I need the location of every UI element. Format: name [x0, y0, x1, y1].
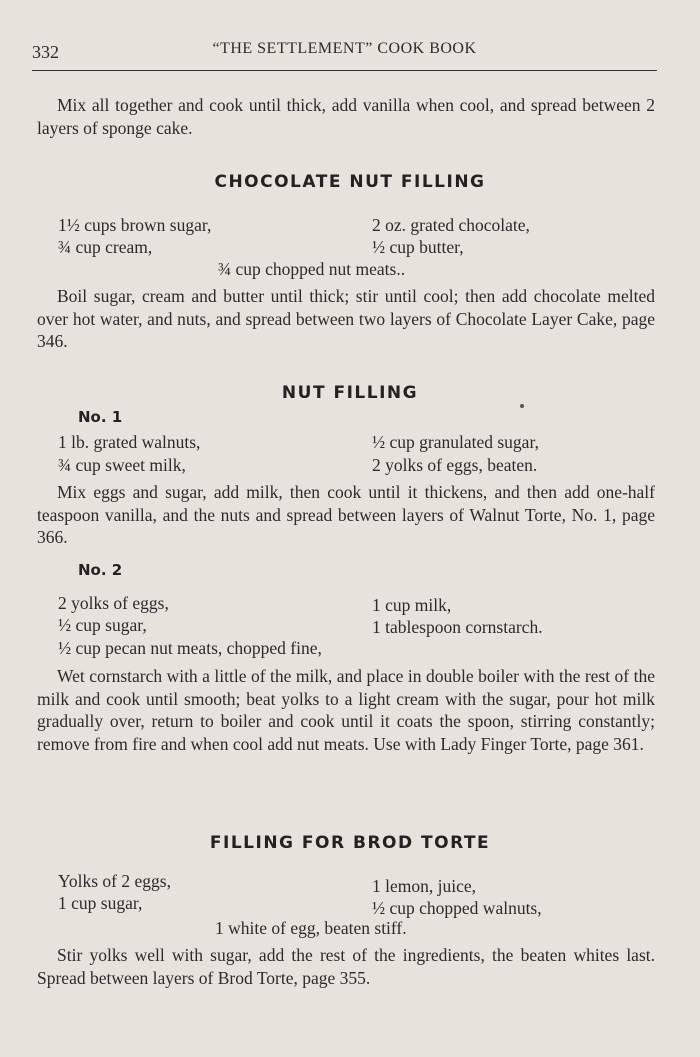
ingredient: 1 tablespoon cornstarch. — [372, 617, 543, 637]
ingredient: 2 yolks of eggs, beaten. — [372, 455, 538, 475]
ingredient: Yolks of 2 eggs, — [58, 871, 171, 891]
directions-nut-no2: Wet cornstarch with a little of the milk, and place in double boiler with the rest of the milk and cook until smooth; beat yolks to a light cream with the sugar, pour hot milk gradually over, return to boiler and cook until it coats the spoon, stirring constantly; remove from fire and when cool add nut meats. Use with Lady Finger Torte, page 361. — [37, 666, 655, 754]
ingredient: 1 cup milk, — [372, 595, 452, 615]
print-speck — [520, 404, 524, 408]
directions-nut-no1: Mix eggs and sugar, add milk, then cook until it thickens, and then add one-half teaspoon vanilla, and the nuts and spread between layers of Walnut Torte, No. 1, page 366. — [37, 482, 655, 547]
directions-chocolate-nut: Boil sugar, cream and butter until thick; stir until cool; then add chocolate melted over hot water, and nuts, and spread between two layers of Chocolate Layer Cake, page 346. — [37, 286, 655, 351]
ingredient: 2 yolks of eggs, — [58, 593, 169, 613]
page-header — [32, 40, 657, 70]
ingredient: ½ cup granulated sugar, — [372, 432, 539, 452]
ingredient: ½ cup sugar, — [58, 615, 147, 635]
ingredient: 2 oz. grated chocolate, — [372, 215, 530, 235]
section-title-chocolate-nut: CHOCOLATE NUT FILLING — [214, 172, 486, 192]
header-rule — [32, 70, 657, 71]
ingredient: ½ cup butter, — [372, 237, 464, 257]
page-number: 332 — [32, 42, 59, 62]
section-title-brod-torte: FILLING FOR BROD TORTE — [209, 833, 491, 853]
ingredient: ¾ cup cream, — [58, 237, 153, 257]
ingredient: 1 lemon, juice, — [372, 876, 477, 896]
section-title-nut-filling: NUT FILLING — [281, 383, 419, 403]
ingredient: ¾ cup sweet milk, — [58, 455, 186, 475]
ingredient: 1 white of egg, beaten stiff. — [215, 918, 407, 938]
intro-paragraph: Mix all together and cook until thick, add vanilla when cool, and spread between 2 layers of sponge cake. — [37, 95, 655, 138]
ingredient: ¾ cup chopped nut meats.. — [218, 259, 406, 279]
ingredient: 1 lb. grated walnuts, — [58, 432, 201, 452]
ingredient: 1 cup sugar, — [58, 893, 143, 913]
ingredient: 1½ cups brown sugar, — [58, 215, 212, 235]
ingredient: ½ cup chopped walnuts, — [372, 898, 542, 918]
running-title: “THE SETTLEMENT” COOK BOOK — [212, 40, 477, 57]
directions-brod-torte: Stir yolks well with sugar, add the rest of the ingredients, the beaten whites last. Spread between layers of Brod Torte, page 355. — [37, 945, 655, 988]
ingredient: ½ cup pecan nut meats, chopped fine, — [58, 638, 322, 658]
subsection-label-no1: No. 1 — [78, 408, 123, 426]
subsection-label-no2: No. 2 — [78, 561, 123, 579]
